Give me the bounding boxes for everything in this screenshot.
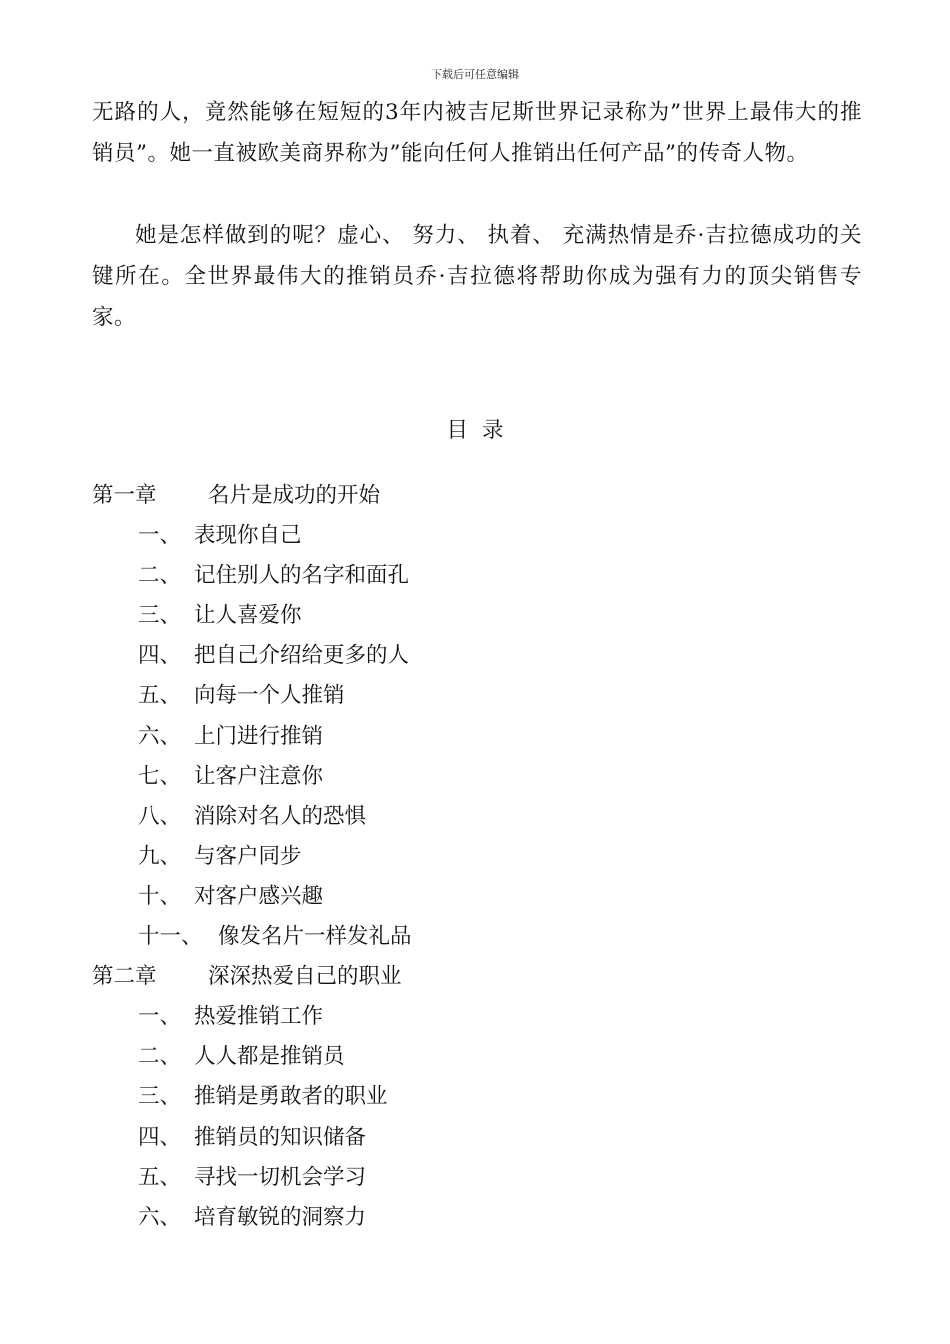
- toc-chapter[interactable]: [92, 476, 872, 516]
- toc-section[interactable]: [92, 1118, 872, 1158]
- section-title: 消除对名人的恐惧: [194, 803, 367, 829]
- section-number: 六、: [138, 723, 182, 749]
- section-title: 寻找一切机会学习: [194, 1164, 367, 1190]
- section-number: 六、: [138, 1204, 182, 1230]
- toc-section[interactable]: [92, 877, 872, 917]
- toc-section[interactable]: [92, 1158, 872, 1198]
- toc-section[interactable]: [92, 516, 872, 556]
- section-title: 像发名片一样发礼品: [218, 924, 412, 950]
- section-number: 二、: [138, 563, 182, 589]
- toc-section[interactable]: [92, 917, 872, 957]
- section-title: 对客户感兴趣: [194, 883, 324, 909]
- section-title: 向每一个人推销: [194, 683, 345, 709]
- section-number: 二、: [138, 1044, 182, 1070]
- intro-paragraph-2: 她是怎样做到的呢？虚心、 努力、 执着、 充满热情是乔·吉拉德成功的关键所在。全世界最伟大的推销员乔·吉拉德将帮助你成为强有力的顶尖销售专家。: [92, 223, 862, 330]
- section-number: 八、: [138, 803, 182, 829]
- chapter-number: 第二章: [92, 964, 157, 990]
- toc-title: 目录: [446, 418, 518, 443]
- toc-section[interactable]: [92, 1198, 872, 1238]
- section-title: 上门进行推销: [194, 723, 324, 749]
- section-number: 七、: [138, 763, 182, 789]
- section-title: 表现你自己: [194, 523, 302, 549]
- chapter-number: 第一章: [92, 483, 157, 508]
- intro-paragraph-1: 无路的人，竟然能够在短短的3年内被吉尼斯世界记录称为”世界上最伟大的推销员”。她一直被欧美商界称为”能向任何人推销出任何产品”的传奇人物。: [92, 100, 862, 166]
- toc-chapter[interactable]: [92, 957, 872, 997]
- section-title: 记住别人的名字和面孔: [194, 563, 410, 589]
- toc-section[interactable]: [92, 556, 872, 596]
- section-number: 四、: [138, 643, 182, 669]
- toc-section[interactable]: [92, 837, 872, 877]
- table-of-contents: [92, 476, 872, 1238]
- toc-section[interactable]: [92, 797, 872, 837]
- section-title: 培育敏锐的洞察力: [194, 1204, 367, 1230]
- section-title: 让客户注意你: [194, 763, 324, 789]
- toc-section[interactable]: [92, 676, 872, 716]
- section-number: 一、: [138, 523, 182, 549]
- section-number: 五、: [138, 683, 182, 709]
- toc-section[interactable]: [92, 1037, 872, 1077]
- toc-section[interactable]: [92, 757, 872, 797]
- page-header: 下载后可任意编辑: [431, 68, 519, 81]
- toc-section[interactable]: [92, 997, 872, 1037]
- toc-section[interactable]: [92, 1077, 872, 1117]
- section-title: 把自己介绍给更多的人: [194, 643, 410, 669]
- section-number: 九、: [138, 843, 182, 869]
- section-title: 推销员的知识储备: [194, 1124, 367, 1150]
- section-title: 推销是勇敢者的职业: [194, 1084, 388, 1110]
- toc-section[interactable]: [92, 636, 872, 676]
- chapter-title: 深深热爱自己的职业: [208, 964, 402, 990]
- section-title: 与客户同步: [194, 843, 302, 869]
- toc-section[interactable]: [92, 717, 872, 757]
- section-title: 让人喜爱你: [194, 603, 302, 629]
- section-number: 十、: [138, 883, 182, 909]
- section-number: 三、: [138, 1084, 182, 1110]
- section-title: 人人都是推销员: [194, 1044, 345, 1070]
- toc-section[interactable]: [92, 596, 872, 636]
- section-number: 十一、: [138, 924, 203, 950]
- section-title: 热爱推销工作: [194, 1004, 324, 1030]
- section-number: 三、: [138, 603, 182, 629]
- chapter-title: 名片是成功的开始: [208, 483, 381, 508]
- section-number: 一、: [138, 1004, 182, 1030]
- section-number: 五、: [138, 1164, 182, 1190]
- section-number: 四、: [138, 1124, 182, 1150]
